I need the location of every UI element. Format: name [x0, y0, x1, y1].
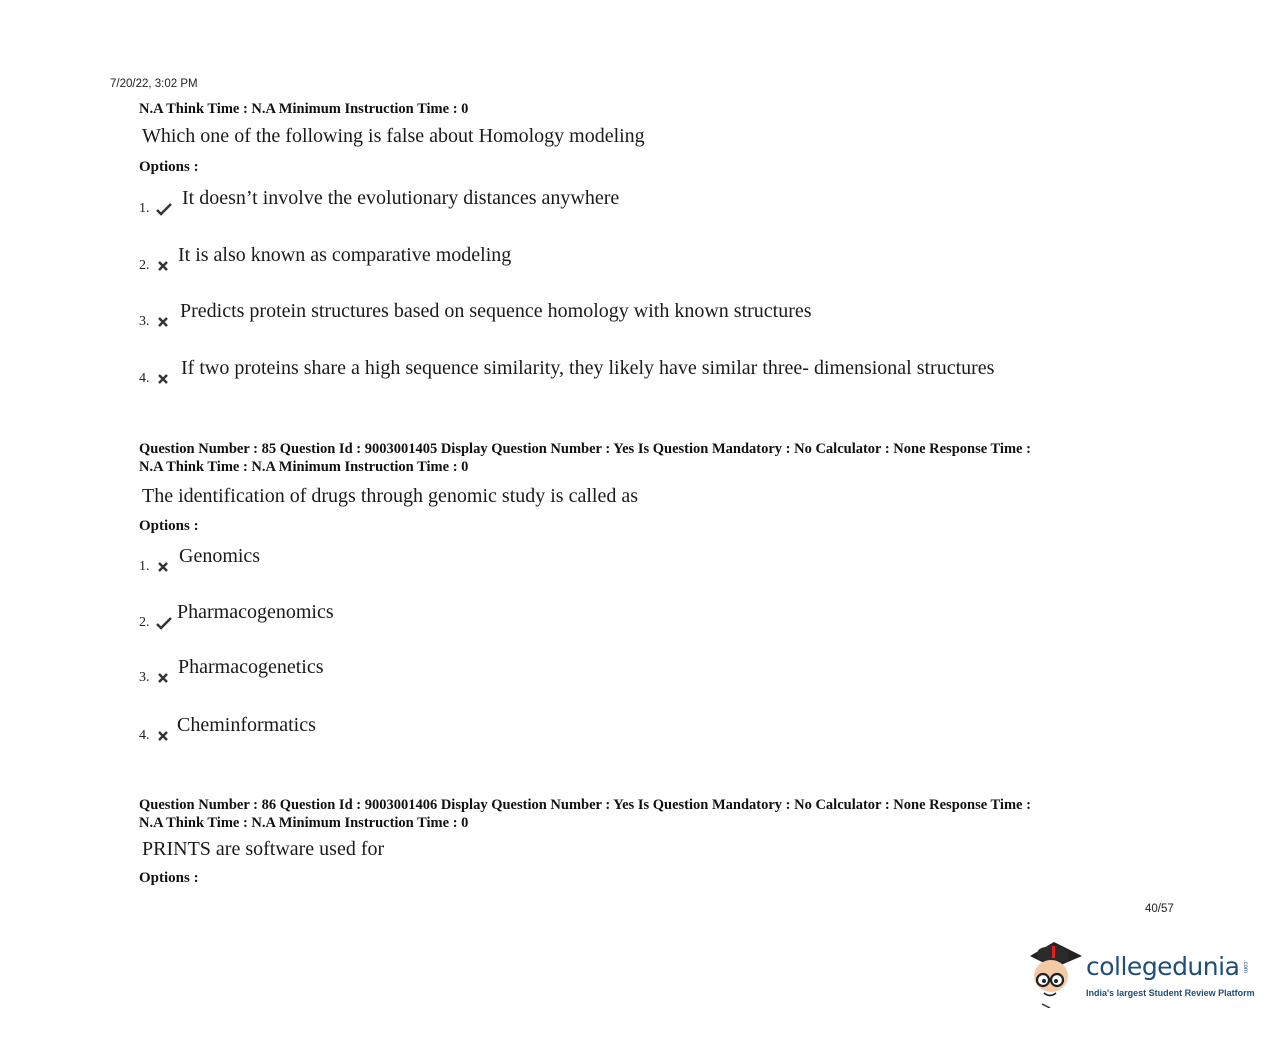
question-text: Which one of the following is false about Homology modeling — [142, 125, 645, 147]
option-number: 1. — [139, 559, 150, 574]
cross-mark-icon — [156, 372, 172, 386]
option-text: If two proteins share a high sequence similarity, they likely have similar three- dimensional structures — [181, 357, 995, 379]
option-number: 2. — [139, 615, 150, 630]
question-text: The identification of drugs through genomic study is called as — [142, 485, 638, 507]
options-label: Options : — [139, 518, 199, 534]
question-meta: N.A Think Time : N.A Minimum Instruction Time : 0 — [139, 459, 469, 475]
check-mark-icon — [156, 616, 172, 630]
option-number: 4. — [139, 371, 150, 386]
cross-mark-icon — [156, 259, 172, 273]
timestamp: 7/20/22, 3:02 PM — [110, 78, 198, 90]
option-text: Pharmacogenetics — [178, 656, 324, 678]
option-number: 3. — [139, 670, 150, 685]
cross-mark-icon — [156, 315, 172, 329]
question-meta: Question Number : 85 Question Id : 9003001405 Display Question Number : Yes Is Question Mandatory : No Calculator : None Response Time : — [139, 441, 1031, 457]
cross-mark-icon — [156, 671, 172, 685]
question-meta: Question Number : 86 Question Id : 9003001406 Display Question Number : Yes Is Question Mandatory : No Calculator : None Response Time : — [139, 797, 1031, 813]
collegedunia-logo — [1024, 938, 1264, 1008]
logo-tagline: India's largest Student Review Platform — [1086, 988, 1255, 998]
question-text: PRINTS are software used for — [142, 838, 385, 860]
student-mascot-icon — [1024, 938, 1086, 1008]
option-number: 3. — [139, 314, 150, 329]
question-meta: N.A Think Time : N.A Minimum Instruction Time : 0 — [139, 815, 469, 831]
option-number: 4. — [139, 728, 150, 743]
question-meta: N.A Think Time : N.A Minimum Instruction Time : 0 — [139, 101, 469, 117]
option-text: Genomics — [179, 545, 261, 567]
option-number: 2. — [139, 258, 150, 273]
options-label: Options : — [139, 159, 199, 175]
cross-mark-icon — [156, 729, 172, 743]
option-text: Predicts protein structures based on sequence homology with known structures — [180, 300, 812, 322]
options-label: Options : — [139, 870, 199, 886]
option-text: Pharmacogenomics — [177, 601, 334, 623]
logo-domain: .com — [1242, 960, 1248, 974]
cross-mark-icon — [156, 560, 172, 574]
option-text: It is also known as comparative modeling — [178, 244, 512, 266]
logo-wordmark: collegedunia — [1086, 952, 1240, 981]
page-number: 40/57 — [1145, 903, 1174, 915]
option-text: It doesn’t involve the evolutionary distances anywhere — [182, 187, 620, 209]
option-text: Cheminformatics — [177, 714, 316, 736]
check-mark-icon — [156, 202, 172, 216]
option-number: 1. — [139, 201, 150, 216]
